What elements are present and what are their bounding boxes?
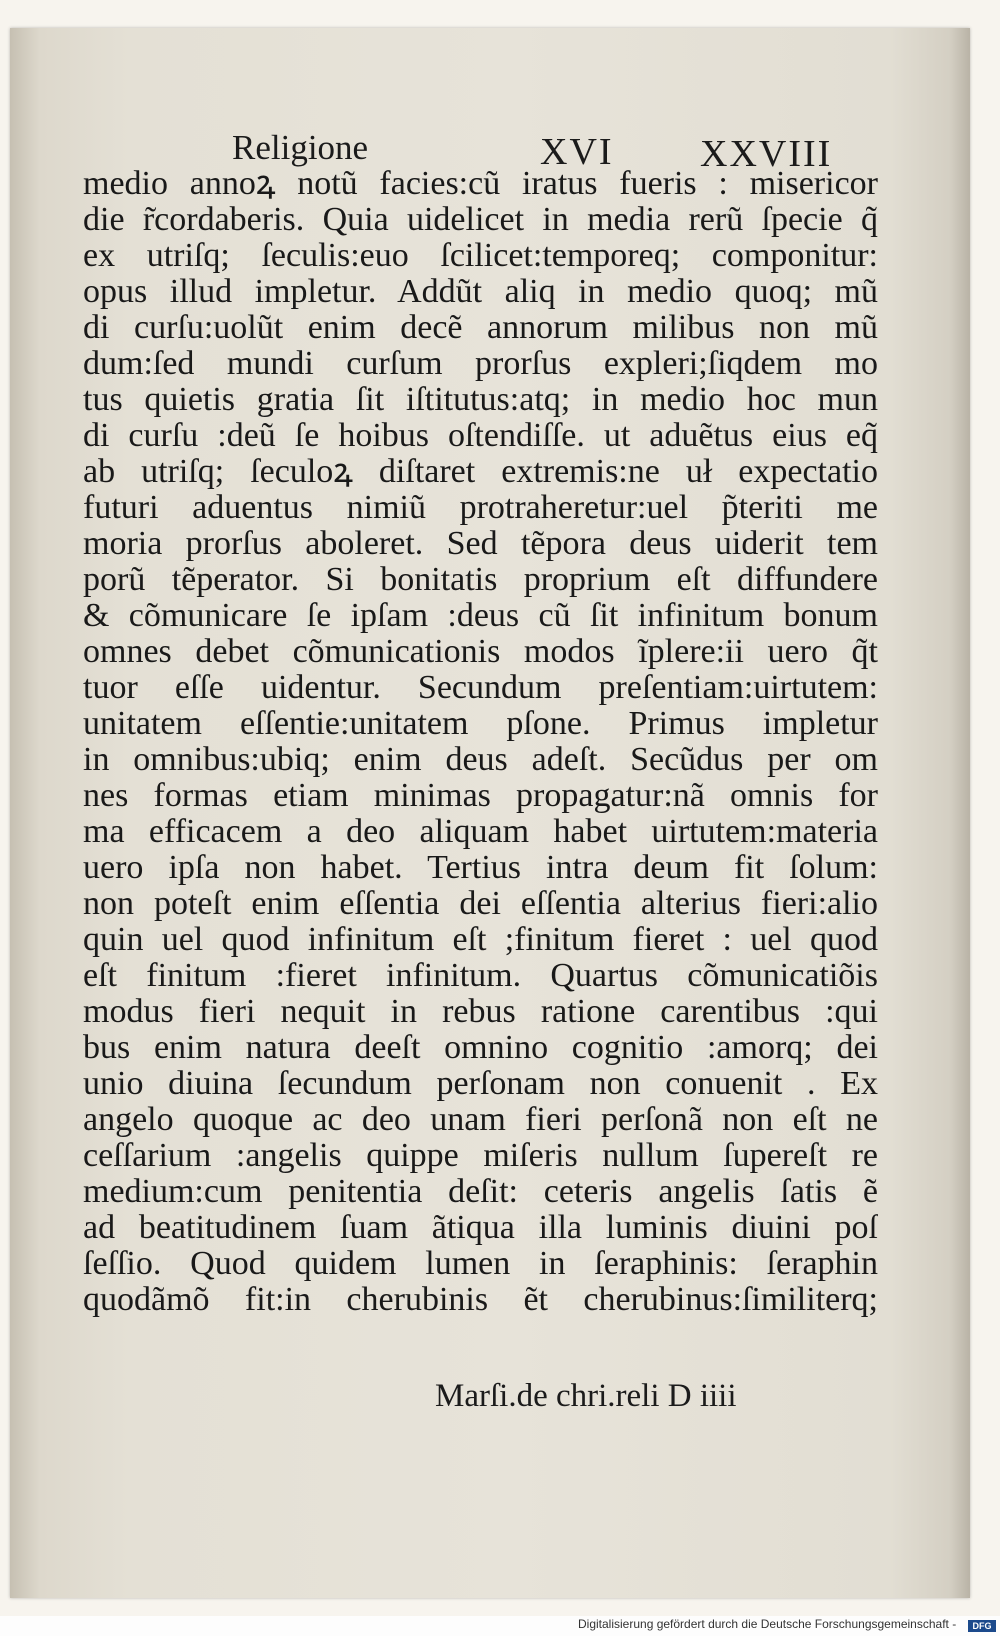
text-line: tuor eſſe uidentur. Secundum preſentiam:uirtutem:	[83, 670, 878, 706]
text-line: porũ tẽperator. Si bonitatis proprium eſt diffundere	[83, 562, 878, 598]
text-line: opus illud impletur. Addũt aliq in medio quoq; mũ	[83, 274, 878, 310]
text-block	[83, 166, 878, 1318]
text-line: modus fieri nequit in rebus ratione carentibus :qui	[83, 994, 878, 1030]
text-line: futuri aduentus nimiũ protraheretur:uel p̃teriti me	[83, 490, 878, 526]
digitization-credit: Digitalisierung gefördert durch die Deutsche Forschungsgemeinschaft -	[578, 1617, 957, 1631]
text-line: in omnibus:ubiq; enim deus adeſt. Secũdus per om	[83, 742, 878, 778]
running-header	[10, 110, 970, 175]
text-line: ab utriſq; ſeculoꝝ diſtaret extremis:ne uł expectatio	[83, 454, 878, 490]
text-line: dum:ſed mundi curſum prorſus expleri;ſiqdem mo	[83, 346, 878, 382]
text-line: unio diuina ſecundum perſonam non conuenit . Ex	[83, 1066, 878, 1102]
text-line: angelo quoque ac deo unam fieri perſonã non eſt ne	[83, 1102, 878, 1138]
book-page	[10, 28, 970, 1598]
text-line: omnes debet cõmunicationis modos ĩplere:ii uero q̃t	[83, 634, 878, 670]
text-line: ma efficacem a deo aliquam habet uirtutem:materia	[83, 814, 878, 850]
text-line: die r̃cordaberis. Quia uidelicet in media rerũ ſpecie q̃	[83, 202, 878, 238]
text-line: quodãmõ fit:in cherubinis ẽt cherubinus:ſimiliterq;	[83, 1282, 878, 1318]
text-line: & cõmunicare ſe ipſam :deus cũ ſit infinitum bonum	[83, 598, 878, 634]
text-line: ceſſarium :angelis quippe miſeris nullum ſupereſt re	[83, 1138, 878, 1174]
text-line: ad beatitudinem ſuam ãtiqua illa luminis diuini poſ	[83, 1210, 878, 1246]
text-line: moria prorſus aboleret. Sed tẽpora deus uiderit tem	[83, 526, 878, 562]
text-line: di curſu :deũ ſe hoibus oſtendiſſe. ut aduẽtus eius eq̃	[83, 418, 878, 454]
text-line: medio annoꝝ notũ facies:cũ iratus fueris : misericor	[83, 166, 878, 202]
text-line: unitatem eſſentie:unitatem pſone. Primus impletur	[83, 706, 878, 742]
dfg-logo: DFG	[968, 1620, 996, 1632]
header-folio-number: XXVIII	[700, 133, 833, 175]
header-book-number: XVI	[540, 131, 614, 173]
text-line: di curſu:uolũt enim decẽ annorum milibus non mũ	[83, 310, 878, 346]
signature-line: Marſi.de chri.reli D iiii	[435, 1378, 737, 1414]
text-line: ſeſſio. Quod quidem lumen in ſeraphinis: ſeraphin	[83, 1246, 878, 1282]
text-line: uero ipſa non habet. Tertius intra deum fit ſolum:	[83, 850, 878, 886]
text-line: medium:cum penitentia deſit: ceteris angelis ſatis ẽ	[83, 1174, 878, 1210]
header-title: Religione	[232, 128, 369, 167]
text-line: eſt finitum :fieret infinitum. Quartus cõmunicatiõis	[83, 958, 878, 994]
text-line: bus enim natura deeſt omnino cognitio :amorq; dei	[83, 1030, 878, 1066]
text-line: tus quietis gratia ſit iſtitutus:atq; in medio hoc mun	[83, 382, 878, 418]
text-line: non poteſt enim eſſentia dei eſſentia alterius fieri:alio	[83, 886, 878, 922]
text-line: quin uel quod infinitum eſt ;finitum fieret : uel quod	[83, 922, 878, 958]
text-line: nes formas etiam minimas propagatur:nã omnis for	[83, 778, 878, 814]
text-line: ex utriſq; ſeculis:euo ſcilicet:temporeq; componitur:	[83, 238, 878, 274]
